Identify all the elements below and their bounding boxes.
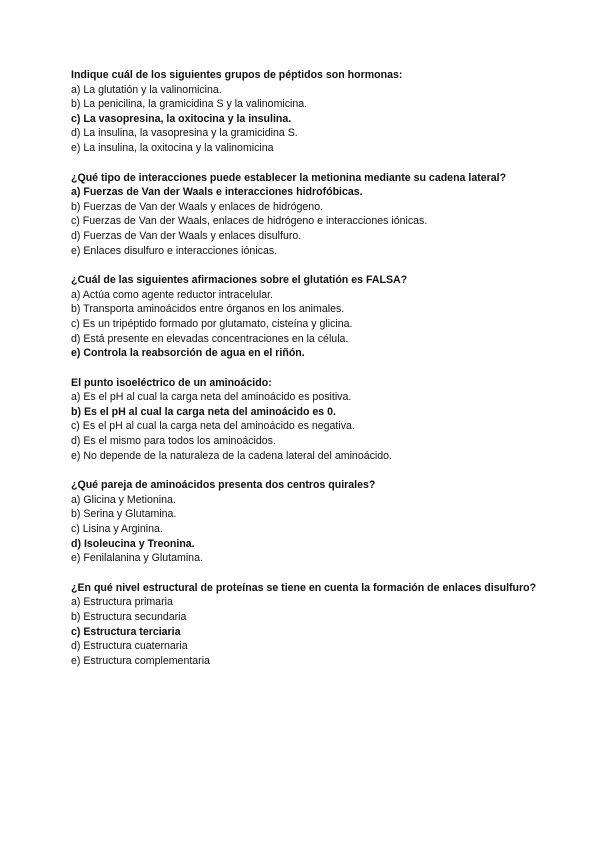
answer-option-correct: e) Controla la reabsorción de agua en el riñón. <box>71 347 305 360</box>
answer-option: a) Es el pH al cual la carga neta del aminoácido es positiva. <box>71 391 352 404</box>
answer-option: e) La insulina, la oxitocina y la valinomicina <box>71 141 274 154</box>
question-title: El punto isoeléctrico de un aminoácido: <box>71 376 272 389</box>
answer-option-correct: b) Es el pH al cual la carga neta del aminoácido es 0. <box>71 405 336 418</box>
answer-option: b) Fuerzas de Van der Waals y enlaces de hidrógeno. <box>71 200 324 213</box>
question-block <box>71 171 541 259</box>
answer-option: b) Transporta aminoácidos entre órganos en los animales. <box>71 303 345 316</box>
question-title: ¿Qué pareja de aminoácidos presenta dos centros quirales? <box>71 479 376 492</box>
question-title: ¿Cuál de las siguientes afirmaciones sobre el glutatión es FALSA? <box>71 274 408 287</box>
answer-option: a) Estructura primaria <box>71 596 173 609</box>
answer-option-correct: a) Fuerzas de Van der Waals e interacciones hidrofóbicas. <box>71 186 363 199</box>
answer-option: c) Es el pH al cual la carga neta del aminoácido es negativa. <box>71 420 355 433</box>
question-title: ¿En qué nivel estructural de proteínas se tiene en cuenta la formación de enlaces disulfuro? <box>71 581 537 594</box>
answer-option: c) Es un tripéptido formado por glutamato, cisteína y glicina. <box>71 317 353 330</box>
answer-option-correct: d) Isoleucina y Treonina. <box>71 537 195 550</box>
answer-option: a) La glutatión y la valinomicina. <box>71 83 222 96</box>
answer-option: d) Fuerzas de Van der Waals y enlaces disulfuro. <box>71 229 302 242</box>
quiz-document <box>71 68 541 683</box>
answer-option: e) Estructura complementaria <box>71 654 210 667</box>
answer-option-correct: c) Estructura terciaria <box>71 625 181 638</box>
question-block <box>71 68 541 156</box>
answer-option: b) La penicilina, la gramicidina S y la valinomicina. <box>71 98 308 111</box>
answer-option: e) Fenilalanina y Glutamina. <box>71 552 203 565</box>
question-block <box>71 273 541 361</box>
answer-option: a) Actúa como agente reductor intracelular. <box>71 288 273 301</box>
question-title: Indique cuál de los siguientes grupos de péptidos son hormonas: <box>71 69 403 81</box>
answer-option: a) Glicina y Metionina. <box>71 493 176 506</box>
answer-option: d) Estructura cuaternaria <box>71 640 188 653</box>
question-block <box>71 478 541 566</box>
answer-option: c) Lisina y Arginina. <box>71 523 163 536</box>
question-title: ¿Qué tipo de interacciones puede establecer la metionina mediante su cadena lateral? <box>71 171 507 184</box>
answer-option: c) Fuerzas de Van der Waals, enlaces de hidrógeno e interacciones iónicas. <box>71 215 428 228</box>
answer-option: d) Está presente en elevadas concentraciones en la célula. <box>71 332 349 345</box>
answer-option: d) Es el mismo para todos los aminoácidos. <box>71 435 276 448</box>
answer-option: e) No depende de la naturaleza de la cadena lateral del aminoácido. <box>71 449 392 462</box>
question-block <box>71 581 541 669</box>
answer-option: b) Serina y Glutamina. <box>71 508 177 521</box>
answer-option: e) Enlaces disulfuro e interacciones iónicas. <box>71 244 278 257</box>
answer-option: b) Estructura secundaria <box>71 611 187 623</box>
answer-option: d) La insulina, la vasopresina y la gramicidina S. <box>71 127 298 140</box>
question-block <box>71 376 541 464</box>
answer-option-correct: c) La vasopresina, la oxitocina y la insulina. <box>71 112 292 125</box>
